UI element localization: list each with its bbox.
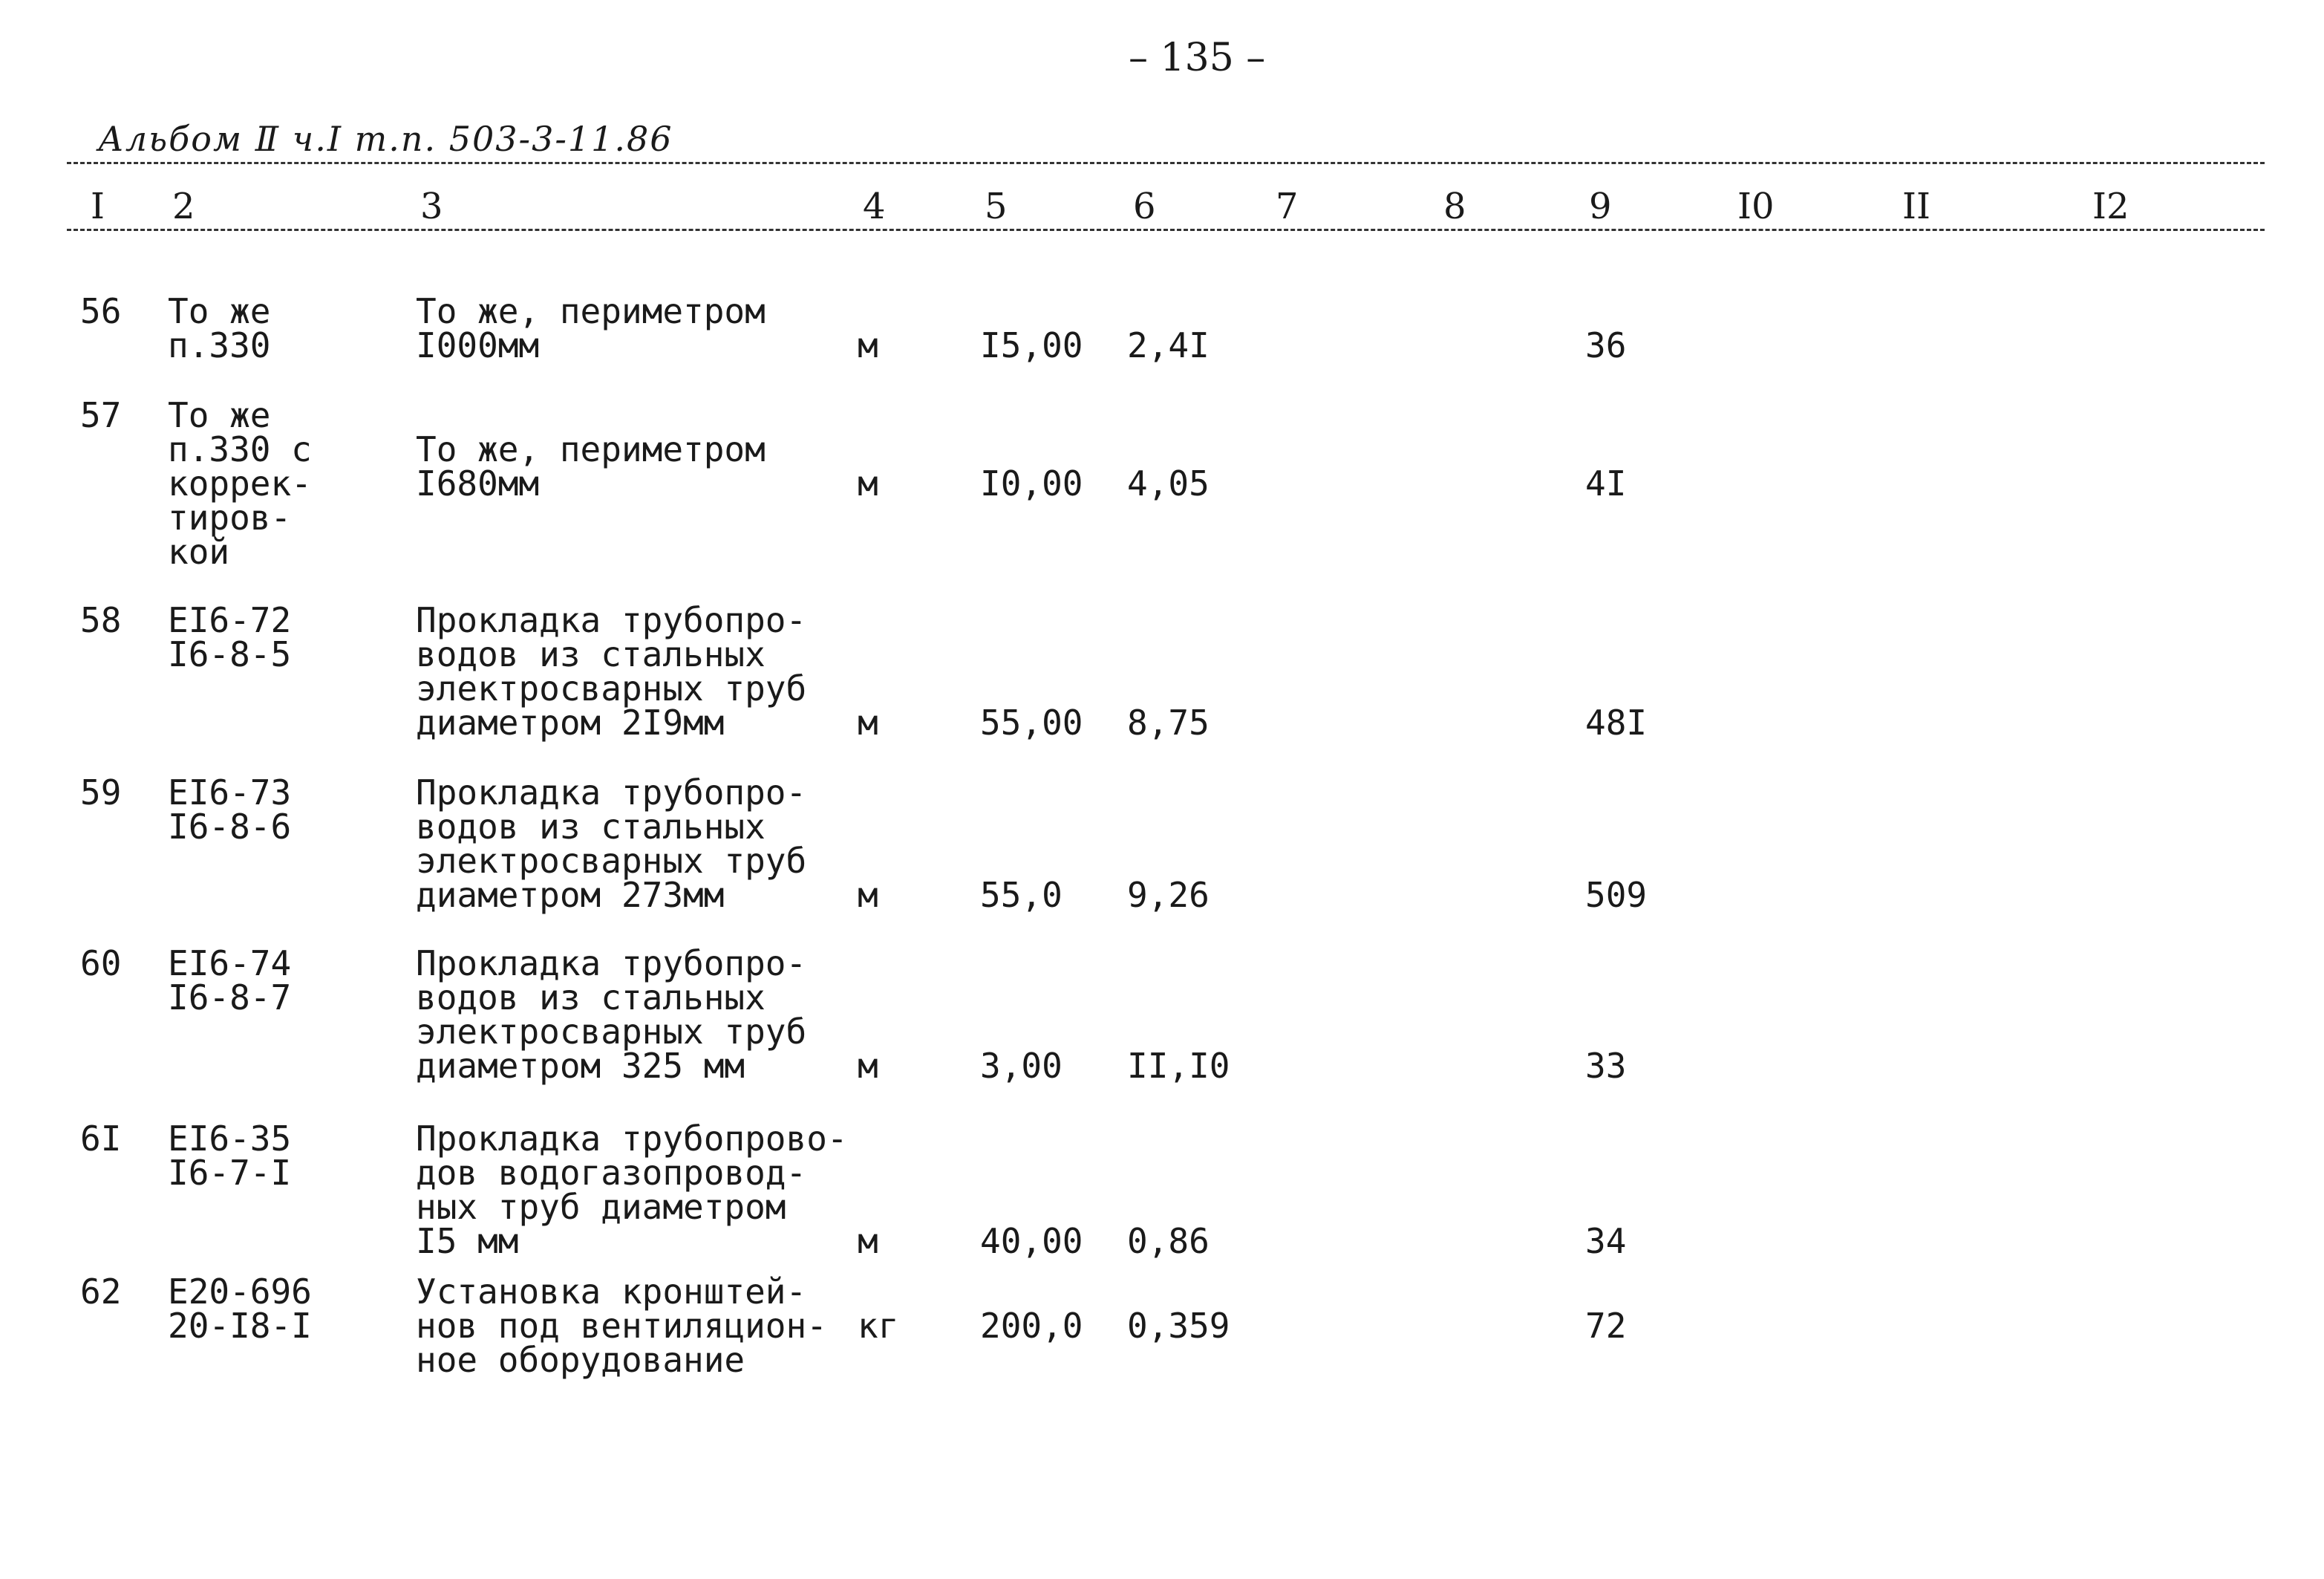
row-total: 48I [1585,703,1648,743]
row-unit: м [858,703,878,743]
column-number: 7 [1276,186,1299,227]
row-price: 0,359 [1127,1306,1230,1346]
column-number: 8 [1443,186,1466,227]
row-unit: м [858,1046,878,1086]
column-number: 3 [420,186,443,227]
row-price: 2,4I [1127,325,1210,365]
row-description: Прокладка трубопро- водов из стальных электросварных труб диаметром 2I9мм [416,600,807,743]
row-price: 4,05 [1127,463,1210,504]
column-number: I0 [1737,186,1775,227]
album-reference: Альбом Ⅱ ч.I т.п. 503-3-11.86 [98,119,673,159]
row-unit: м [858,325,878,365]
row-description: То же, периметром I680мм [416,429,766,504]
header-rule-top [67,162,2265,164]
row-number: 60 [80,943,122,983]
row-number: 57 [80,395,122,435]
column-number: 9 [1589,186,1612,227]
row-number: 59 [80,772,122,813]
row-number: 6I [80,1119,122,1159]
column-number: I [91,186,105,227]
row-quantity: 200,0 [980,1306,1083,1346]
row-unit: м [858,463,878,504]
row-description: Прокладка трубопро- водов из стальных электросварных труб диаметром 273мм [416,772,807,915]
row-code: EI6-35 I6-7-I [168,1119,292,1193]
row-quantity: I5,00 [980,325,1083,365]
row-total: 34 [1585,1221,1627,1261]
row-description: Установка кронштей- нов под вентиляцион- ное оборудование [416,1272,827,1380]
row-number: 56 [80,291,122,331]
row-description: Прокладка трубопро- водов из стальных электросварных труб диаметром 325 мм [416,943,807,1086]
row-unit: м [858,875,878,915]
row-description: Прокладка трубопрово- дов водогазопровод- ных труб диаметром I5 мм [416,1119,848,1261]
row-code: E20-696 20-I8-I [168,1272,312,1346]
column-number: II [1902,186,1930,227]
row-price: 8,75 [1127,703,1210,743]
row-quantity: I0,00 [980,463,1083,504]
row-code: То же п.330 с коррек- тиров- кой [168,395,312,572]
row-quantity: 40,00 [980,1221,1083,1261]
row-price: 0,86 [1127,1221,1210,1261]
row-total: 33 [1585,1046,1627,1086]
row-code: То же п.330 [168,291,271,365]
column-number: 5 [985,186,1008,227]
row-quantity: 55,0 [980,875,1063,915]
row-total: 4I [1585,463,1627,504]
column-number: 4 [863,186,886,227]
row-quantity: 3,00 [980,1046,1063,1086]
row-total: 72 [1585,1306,1627,1346]
column-number: I2 [2092,186,2129,227]
row-total: 36 [1585,325,1627,365]
page-number: – 135 – [1129,36,1266,80]
row-unit: кг [858,1306,899,1346]
row-description: То же, периметром I000мм [416,291,766,365]
row-quantity: 55,00 [980,703,1083,743]
row-price: 9,26 [1127,875,1210,915]
header-rule-bottom [67,229,2265,231]
row-price: II,I0 [1127,1046,1230,1086]
column-number: 6 [1133,186,1156,227]
column-number: 2 [172,186,195,227]
row-number: 58 [80,600,122,640]
row-code: EI6-73 I6-8-6 [168,772,292,847]
row-number: 62 [80,1272,122,1312]
row-unit: м [858,1221,878,1261]
row-code: EI6-74 I6-8-7 [168,943,292,1018]
row-code: EI6-72 I6-8-5 [168,600,292,674]
row-total: 509 [1585,875,1648,915]
